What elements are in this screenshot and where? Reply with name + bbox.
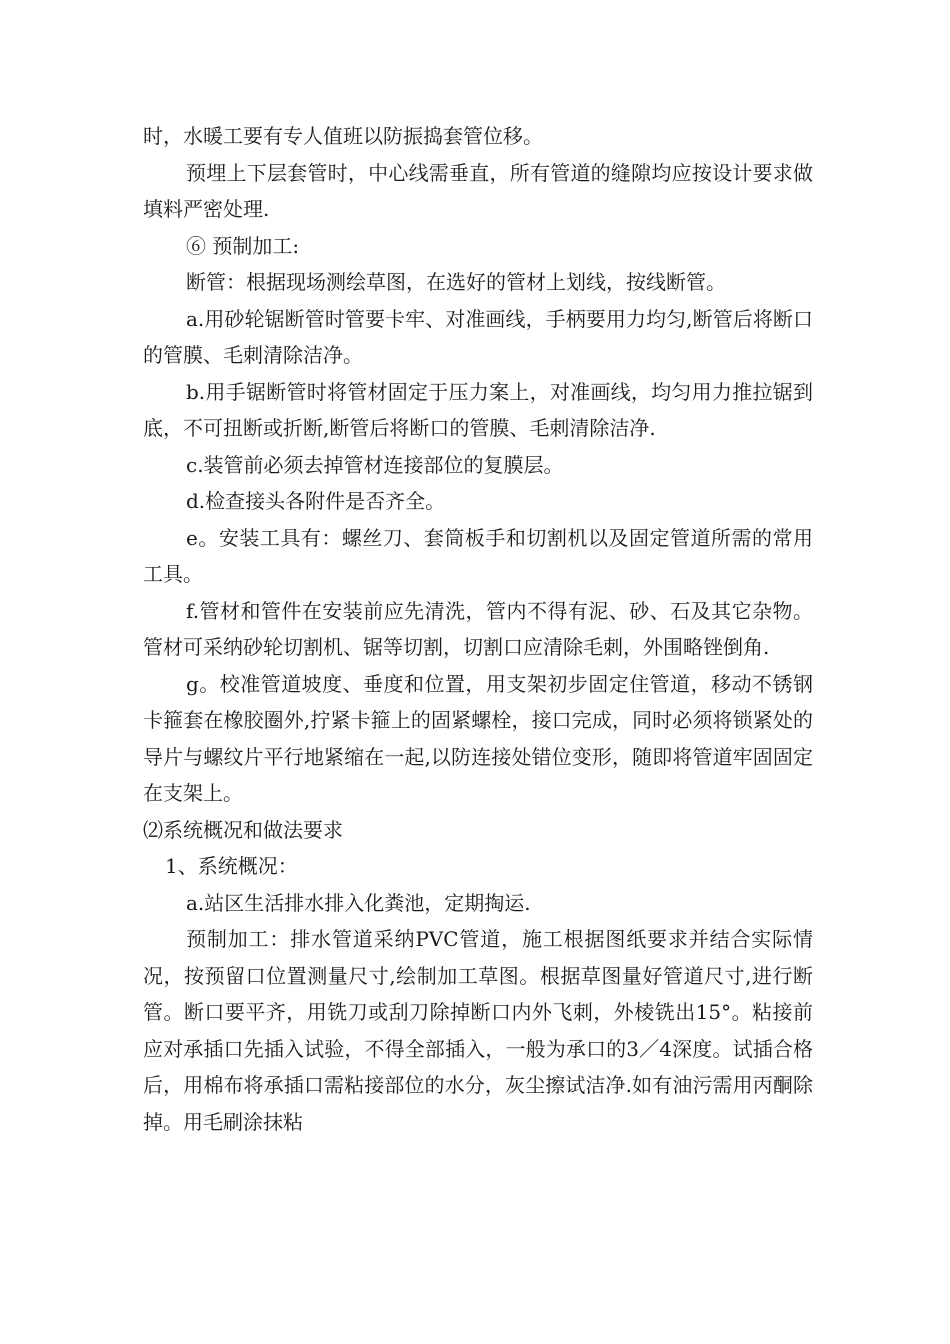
list-item-b: b.用手锯断管时将管材固定于压力案上，对准画线，均匀用力推拉锯到底，不可扭断或折断,断管后将断口的管膜、毛刺清除洁净. — [143, 379, 813, 440]
paragraph-2: 预埋上下层套管时，中心线需垂直，所有管道的缝隙均应按设计要求做填料严密处理. — [143, 160, 813, 221]
list-item-c: c.装管前必须去掉管材连接部位的复膜层。 — [186, 452, 564, 477]
paragraph-1: 时，水暖工要有专人值班以防振捣套管位移。 — [143, 124, 543, 148]
paragraph-15: 预制加工：排水管道采纳PVC管道，施工根据图纸要求并结合实际情况，按预留口位置测量尺寸,绘制加工草图。根据草图量好管道尺寸,进行断管。断口要平齐，用铣刀或刮刀除掉断口内外飞刺，外棱铣出15°。粘接前应对承插口先插入试验，不得全部插入，一般为承口的3／4深度。试插合格后，用棉布将承插口需粘接部位的水分，灰尘擦试洁净.如有油污需用丙酮除掉。用毛刷涂抹粘 — [143, 927, 813, 1134]
list-item-f: f.管材和管件在安装前应先清洗，管内不得有泥、砂、石及其它杂物。管材可采纳砂轮切割机、锯等切割，切割口应清除毛刺，外围略锉倒角. — [143, 598, 813, 659]
section-heading-system: ⑵系统概况和做法要求 — [143, 817, 343, 842]
list-item-d: d.检查接头各附件是否齐全。 — [186, 489, 446, 513]
paragraph-4: 断管：根据现场测绘草图，在选好的管材上划线，按线断管。 — [186, 270, 726, 294]
list-item-a: a.用砂轮锯断管时管要卡牢、对准画线，手柄要用力均匀,断管后将断口的管膜、毛刺清除洁净。 — [143, 306, 813, 367]
list-item-e: e。安装工具有：螺丝刀、套筒板手和切割机以及固定管道所需的常用工具。 — [143, 525, 813, 586]
subsection-heading-overview: 1、系统概况： — [165, 854, 298, 878]
section-heading-prefab: ⑥ 预制加工: — [186, 233, 300, 258]
list-item-g: g。校准管道坡度、垂度和位置，用支架初步固定住管道，移动不锈钢卡箍套在橡胶圈外,拧紧卡箍上的固紧螺栓，接口完成，同时必须将锁紧处的导片与螺纹片平行地紧缩在一起,以防连接处错位变形，随即将管道牢固固定在支架上。 — [143, 671, 813, 805]
document-body — [143, 118, 813, 1140]
paragraph-14: a.站区生活排水排入化粪池，定期掏运. — [186, 890, 531, 915]
